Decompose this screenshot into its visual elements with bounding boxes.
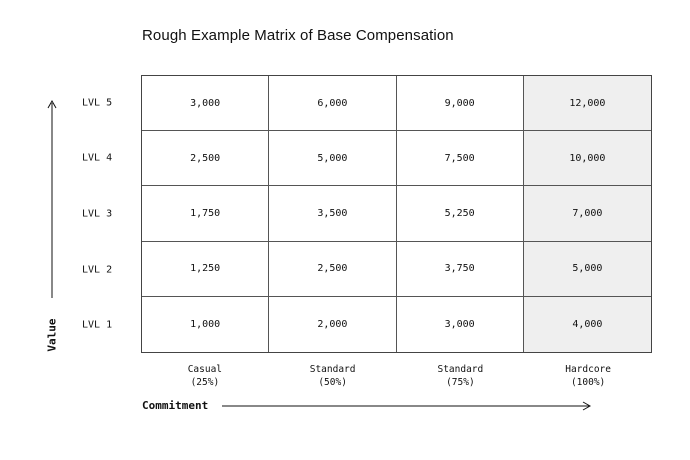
matrix-cell: 12,000: [524, 76, 651, 131]
column-label-percent: (25%): [190, 377, 220, 388]
matrix-cell: 5,000: [269, 131, 396, 186]
column-label-percent: (50%): [318, 377, 347, 388]
matrix-cell: 5,250: [397, 186, 524, 241]
y-axis-arrow: [48, 101, 56, 298]
row-label: LVL 3: [82, 208, 113, 220]
column-label-name: Casual: [187, 364, 223, 375]
matrix-cell: 2,000: [269, 297, 396, 352]
y-axis-label: Value: [45, 318, 59, 352]
matrix-cell: 9,000: [397, 76, 524, 131]
row-label: LVL 2: [82, 264, 113, 276]
chart-title: Rough Example Matrix of Base Compensation: [142, 27, 454, 44]
matrix-cell: 3,750: [397, 242, 524, 297]
matrix-cell: 1,750: [142, 186, 269, 241]
column-label-percent: (100%): [570, 377, 606, 388]
column-label-name: Standard: [437, 364, 484, 375]
row-label: LVL 5: [82, 97, 113, 109]
matrix-cell: 7,500: [397, 131, 524, 186]
matrix-cell: 7,000: [524, 186, 651, 241]
matrix-cell: 1,000: [142, 297, 269, 352]
x-axis-label: Commitment: [142, 399, 209, 412]
matrix-cell: 2,500: [269, 242, 396, 297]
row-label: LVL 1: [82, 319, 113, 331]
matrix-cell: 3,000: [142, 76, 269, 131]
column-label-name: Standard: [309, 364, 356, 375]
matrix-cell: 3,500: [269, 186, 396, 241]
matrix-cell: 2,500: [142, 131, 269, 186]
matrix-cell: 4,000: [524, 297, 651, 352]
x-axis-arrow: [222, 402, 590, 410]
column-label-percent: (75%): [446, 377, 475, 388]
column-label-name: Hardcore: [565, 364, 611, 375]
matrix-cell: 1,250: [142, 242, 269, 297]
matrix-cell: 10,000: [524, 131, 651, 186]
matrix-cell: 5,000: [524, 242, 651, 297]
row-label: LVL 4: [82, 152, 113, 164]
matrix-cell: 6,000: [269, 76, 396, 131]
matrix-cell: 3,000: [397, 297, 524, 352]
